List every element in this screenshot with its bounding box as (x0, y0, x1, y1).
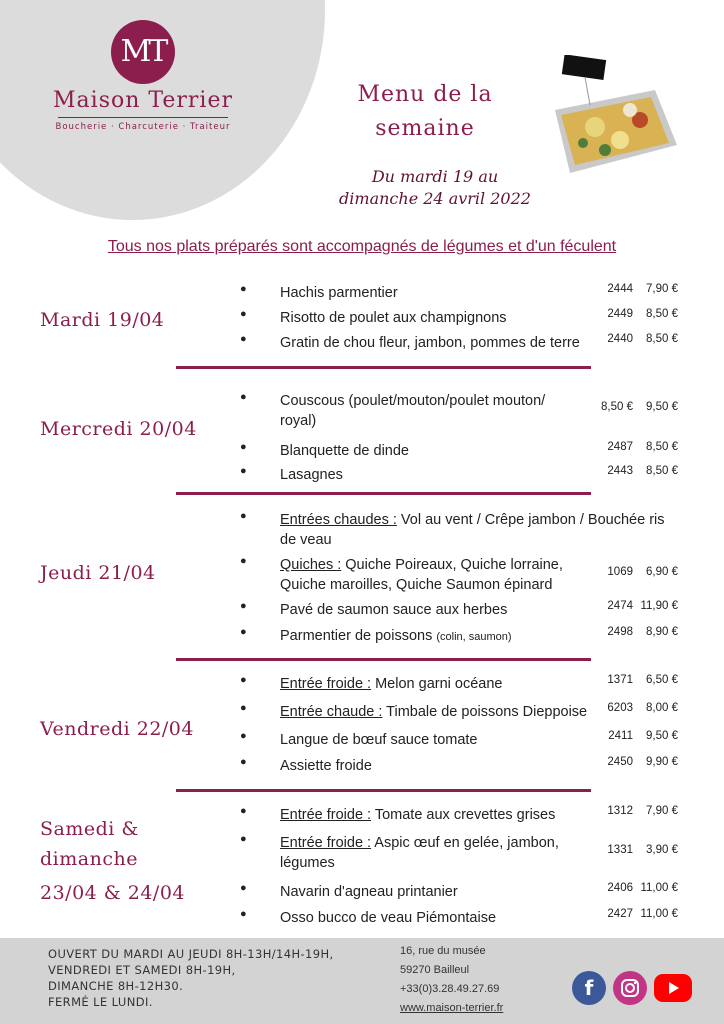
day-label-vendredi: Vendredi 22/04 (40, 718, 194, 740)
item-price: 7,90 € (646, 805, 678, 817)
hours-line: OUVERT DU MARDI AU JEUDI 8H-13H/14H-19H, (48, 947, 334, 961)
item-price: 8,00 € (646, 702, 678, 714)
hours-line: FERMÉ LE LUNDI. (48, 995, 153, 1009)
item-text: Timbale de poissons Dieppoise (382, 704, 588, 720)
bullet-icon: ● (240, 882, 247, 894)
item-name: Blanquette de dinde (280, 443, 409, 459)
item-name: Hachis parmentier (280, 285, 398, 301)
bullet-icon: ● (240, 702, 247, 714)
hours-line: VENDREDI ET SAMEDI 8H-19H, (48, 963, 236, 977)
day-label-jeudi: Jeudi 21/04 (40, 562, 156, 584)
menu-dates (310, 166, 560, 210)
day-label-line1: Samedi & (40, 818, 139, 840)
item-name: Assiette froide (280, 758, 372, 774)
dish-photo (545, 55, 680, 175)
day-label-line3: 23/04 & 24/04 (40, 882, 186, 904)
item-code: 2406 (607, 882, 633, 894)
item-code: 1331 (607, 844, 633, 856)
menu-title (330, 78, 520, 146)
item-price: 11,00 € (640, 882, 678, 894)
item-prefix: Entrées chaudes : (280, 512, 397, 528)
item-note: (colin, saumon) (436, 631, 512, 643)
item-code: 2498 (607, 626, 633, 638)
item-text: Tomate aux crevettes grises (371, 807, 556, 823)
item-prefix: Entrée froide : (280, 835, 372, 851)
item-text: Vol au vent / Crêpe jambon / Bouchée ris de veau (280, 512, 665, 548)
item-prefix: Entrée froide : (280, 676, 372, 692)
item-code: 2427 (607, 908, 633, 920)
item-text: Quiche Poireaux, Quiche lorraine, Quiche maroilles, Quiche Saumon épinard (280, 557, 563, 593)
item-price: 9,50 € (646, 730, 678, 742)
item-name: Pavé de saumon sauce aux herbes (280, 602, 508, 618)
bullet-icon: ● (240, 465, 247, 477)
menu-title-line2: semaine (375, 116, 475, 141)
instagram-icon[interactable] (613, 971, 647, 1005)
item-name (280, 626, 590, 647)
item-code: 2449 (607, 308, 633, 320)
item-price: 9,50 € (646, 401, 678, 413)
item-code: 1371 (607, 674, 633, 686)
item-code: 2411 (608, 730, 633, 742)
opening-hours (48, 946, 334, 1010)
brand-subtitle: Boucherie · Charcuterie · Traiteur (55, 122, 231, 132)
bullet-icon: ● (240, 756, 247, 768)
bullet-icon: ● (240, 805, 247, 817)
youtube-icon[interactable] (654, 974, 692, 1002)
item-name: Langue de bœuf sauce tomate (280, 732, 478, 748)
item-prefix: Quiches : (280, 557, 342, 573)
item-price: 9,90 € (646, 756, 678, 768)
item-name (280, 674, 590, 694)
address-city: 59270 Bailleul (400, 964, 470, 976)
item-name: Lasagnes (280, 467, 343, 483)
item-price: 7,90 € (646, 283, 678, 295)
website-link[interactable]: www.maison-terrier.fr (400, 1002, 504, 1014)
item-name: Couscous (poulet/mouton/poulet mouton/ royal) (280, 393, 546, 429)
bullet-icon: ● (240, 391, 247, 403)
item-code: 6203 (607, 702, 633, 714)
item-prefix: Entrée froide : (280, 807, 372, 823)
item-name: Risotto de poulet aux champignons (280, 310, 507, 326)
item-code: 1069 (607, 566, 633, 578)
item-price: 8,50 € (646, 308, 678, 320)
item-name: Gratin de chou fleur, jambon, pommes de terre (280, 335, 580, 351)
item-code: 2450 (607, 756, 633, 768)
section-divider (176, 492, 591, 495)
brand-name: Maison Terrier (53, 88, 233, 113)
item-text: Melon garni océane (371, 676, 503, 692)
item-code: 2487 (607, 441, 633, 453)
day-label-mardi: Mardi 19/04 (40, 309, 165, 331)
bullet-icon: ● (240, 730, 247, 742)
item-name (280, 702, 590, 722)
item-price: 8,50 € (646, 465, 678, 477)
item-name (280, 555, 565, 595)
bullet-icon: ● (240, 833, 247, 845)
item-price: 11,00 € (640, 908, 678, 920)
item-name: Osso bucco de veau Piémontaise (280, 910, 497, 926)
item-text: Parmentier de poissons (280, 628, 437, 644)
contact-info (400, 942, 503, 1018)
bullet-icon: ● (240, 333, 247, 345)
item-name: Navarin d'agneau printanier (280, 884, 458, 900)
tagline: Tous nos plats préparés sont accompagnés de légumes et d'un féculent (107, 238, 617, 255)
item-code: 2440 (607, 333, 633, 345)
bullet-icon: ● (240, 674, 247, 686)
item-price: 6,50 € (646, 674, 678, 686)
item-price: 8,50 € (646, 333, 678, 345)
item-price: 11,90 € (640, 600, 678, 612)
day-label-line2: dimanche (40, 848, 138, 870)
item-code: 2443 (607, 465, 633, 477)
brand-divider (58, 117, 228, 118)
bullet-icon: ● (240, 441, 247, 453)
item-code: 2444 (607, 283, 633, 295)
item-name (280, 510, 680, 550)
item-price: 6,90 € (646, 566, 678, 578)
day-label-mercredi: Mercredi 20/04 (40, 418, 197, 440)
menu-dates-line1: Du mardi 19 au (371, 167, 499, 186)
bullet-icon: ● (240, 510, 247, 522)
bullet-icon: ● (240, 555, 247, 567)
item-price: 3,90 € (646, 844, 678, 856)
item-price: 8,50 € (646, 441, 678, 453)
address-street: 16, rue du musée (400, 945, 486, 957)
item-code: 8,50 € (601, 401, 633, 413)
day-label-weekend (40, 814, 185, 908)
footer (0, 938, 724, 1024)
section-divider (176, 366, 591, 369)
bullet-icon: ● (240, 626, 247, 638)
item-code: 1312 (607, 805, 633, 817)
bullet-icon: ● (240, 908, 247, 920)
item-code: 2474 (607, 600, 633, 612)
bullet-icon: ● (240, 308, 247, 320)
menu-title-line1: Menu de la (357, 82, 493, 107)
hours-line: DIMANCHE 8H-12H30. (48, 979, 184, 993)
phone-number: +33(0)3.28.49.27.69 (400, 983, 500, 995)
brand-logo (48, 20, 238, 132)
item-name (280, 833, 575, 873)
bullet-icon: ● (240, 600, 247, 612)
item-name (280, 805, 590, 825)
item-text: Aspic œuf en gelée, jambon, légumes (280, 835, 559, 871)
facebook-icon[interactable]: f (572, 971, 606, 1005)
menu-dates-line2: dimanche 24 avril 2022 (339, 189, 531, 208)
item-price: 8,90 € (646, 626, 678, 638)
item-prefix: Entrée chaude : (280, 704, 383, 720)
bullet-icon: ● (240, 283, 247, 295)
section-divider (176, 789, 591, 792)
section-divider (176, 658, 591, 661)
brand-monogram: MT (111, 20, 175, 84)
